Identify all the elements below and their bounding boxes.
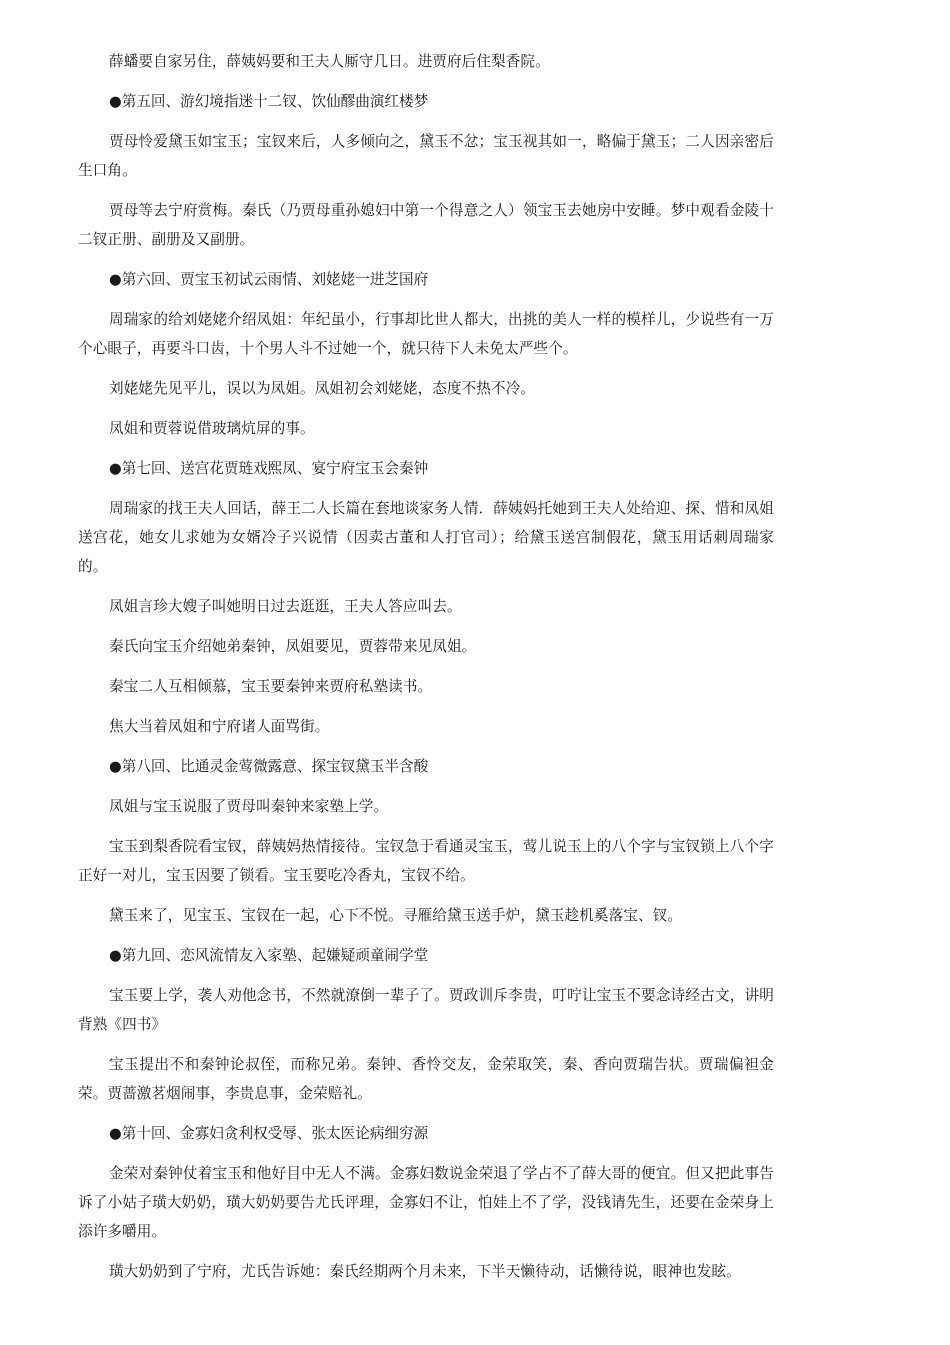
paragraph: 凤姐和贾蓉说借玻璃炕屏的事。 — [109, 420, 315, 437]
paragraph: 刘姥姥先见平儿，误以为凤姐。凤姐初会刘姥姥，态度不热不冷。 — [109, 380, 536, 397]
paragraph: 宝玉要上学，袭人劝他念书，不然就潦倒一辈子了。贾政训斥李贵，叮咛让宝玉不要念诗经古文，讲明背熟《四书》 — [78, 987, 774, 1033]
paragraph: 焦大当着凤姐和宁府诸人面骂街。 — [109, 718, 330, 735]
paragraph: 周瑞家的找王夫人回话，薛王二人长篇在套地谈家务人情．薛姨妈托她到王夫人处给迎、探、惜和凤姐送宫花，她女儿求她为女婿冷子兴说情（因卖古董和人打官司）；给黛玉送宫制假花，黛玉用话刺周瑞家的。 — [78, 500, 774, 575]
paragraph: 凤姐与宝玉说服了贾母叫秦钟来家塾上学。 — [109, 798, 389, 815]
paragraph: 贾母怜爱黛玉如宝玉；宝钗来后，人多倾向之，黛玉不忿；宝玉视其如一，略偏于黛玉；二人因亲密后生口角。 — [78, 133, 774, 179]
paragraph: 璜大奶奶到了宁府，尤氏告诉她：秦氏经期两个月未来，下半天懒待动，话懒待说，眼神也发眩。 — [109, 1263, 741, 1280]
chapter-heading: ●第八回、比通灵金莺微露意、探宝钗黛玉半含酸 — [109, 758, 429, 775]
chapter-heading: ●第六回、贾宝玉初试云雨情、刘姥姥一进芝国府 — [109, 271, 429, 288]
chapter-heading: ●第九回、恋风流情友入家塾、起嫌疑顽童闹学堂 — [109, 947, 429, 964]
chapter-heading: ●第十回、金寡妇贪利权受辱、张太医论病细穷源 — [109, 1125, 429, 1142]
paragraph: 贾母等去宁府赏梅。秦氏（乃贾母重孙媳妇中第一个得意之人）领宝玉去她房中安睡。梦中观看金陵十二钗正册、副册及又副册。 — [78, 202, 774, 248]
paragraph: 薛蟠要自家另住，薛姨妈要和王夫人厮守几日。进贾府后住梨香院。 — [109, 53, 550, 70]
chapter-heading: ●第五回、游幻境指迷十二钗、饮仙醪曲演红楼梦 — [109, 93, 429, 110]
paragraph: 秦宝二人互相倾慕，宝玉要秦钟来贾府私塾读书。 — [109, 678, 433, 695]
paragraph: 黛玉来了，见宝玉、宝钗在一起，心下不悦。寻雁给黛玉送手炉，黛玉趁机奚落宝、钗。 — [109, 907, 683, 924]
document-body — [78, 47, 774, 1297]
paragraph: 宝玉到梨香院看宝钗，薛姨妈热情接待。宝钗急于看通灵宝玉，莺儿说玉上的八个字与宝钗锁上八个字正好一对儿，宝玉因要了锁看。宝玉要吃冷香丸，宝钗不给。 — [78, 838, 774, 884]
chapter-heading: ●第七回、送宫花贾琏戏熙凤、宴宁府宝玉会秦钟 — [109, 460, 429, 477]
paragraph: 金荣对秦钟仗着宝玉和他好目中无人不满。金寡妇数说金荣退了学占不了薛大哥的便宜。但又把此事告诉了小姑子璜大奶奶，璜大奶奶要告尤氏评理，金寡妇不让，怕娃上不了学，没钱请先生，还要在金荣身上添许多嚼用。 — [78, 1165, 774, 1240]
paragraph: 凤姐言珍大嫂子叫她明日过去逛逛，王夫人答应叫去。 — [109, 598, 462, 615]
paragraph: 宝玉提出不和秦钟论叔侄，而称兄弟。秦钟、香怜交友，金荣取笑，秦、香向贾瑞告状。贾瑞偏袒金荣。贾蔷激茗烟闹事，李贵息事，金荣赔礼。 — [78, 1056, 774, 1102]
paragraph: 秦氏向宝玉介绍她弟秦钟，凤姐要见，贾蓉带来见凤姐。 — [109, 638, 477, 655]
paragraph: 周瑞家的给刘姥姥介绍凤姐：年纪虽小，行事却比世人都大，出挑的美人一样的模样儿，少说些有一万个心眼子，再要斗口齿，十个男人斗不过她一个，就只待下人未免太严些个。 — [78, 311, 774, 357]
